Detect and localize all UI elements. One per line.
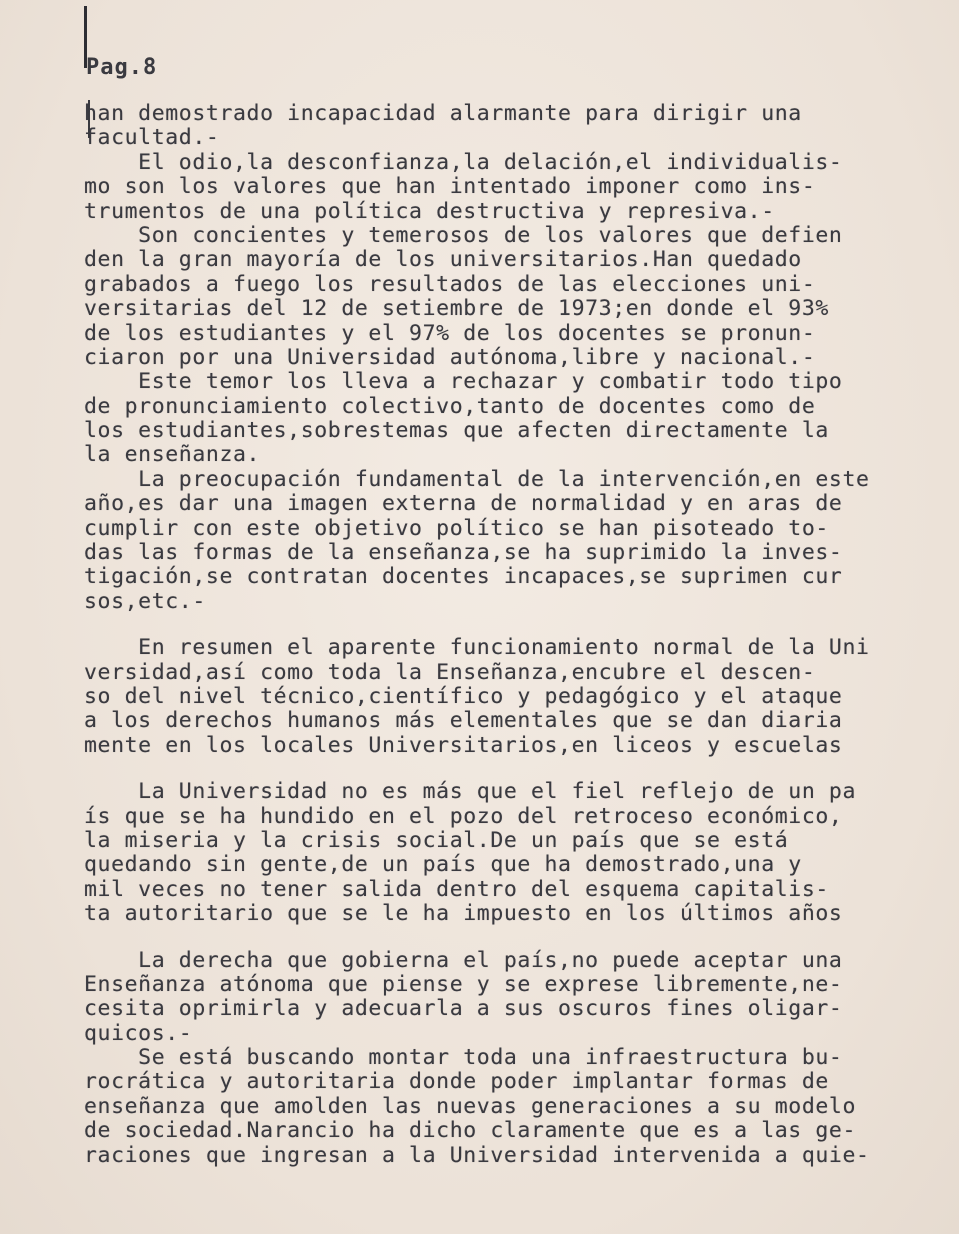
text-line: mo son los valores que han intentado imponer como ins- bbox=[84, 174, 816, 200]
text-line: La preocupación fundamental de la intervención,en este bbox=[84, 466, 870, 492]
paragraph bbox=[84, 151, 904, 224]
text-line: quicos.- bbox=[84, 1020, 193, 1046]
text-line: de pronunciamiento colectivo,tanto de docentes como de bbox=[84, 393, 816, 419]
page-number: Pag.8 bbox=[86, 55, 158, 80]
text-line: sos,etc.- bbox=[84, 588, 206, 614]
text-line: La derecha que gobierna el país,no puede aceptar una bbox=[84, 947, 843, 973]
paragraph bbox=[84, 1046, 904, 1168]
text-line: quedando sin gente,de un país que ha demostrado,una y bbox=[84, 852, 802, 878]
paragraph-gap bbox=[84, 927, 904, 949]
paragraph bbox=[84, 102, 904, 151]
text-line: ciaron por una Universidad autónoma,libre y nacional.- bbox=[84, 344, 816, 370]
text-line: Se está buscando montar toda una infraestructura bu- bbox=[84, 1045, 843, 1071]
paragraph-gap bbox=[84, 614, 904, 636]
text-line: mil veces no tener salida dentro del esquema capitalis- bbox=[84, 876, 829, 902]
text-line: versitarias del 12 de setiembre de 1973;en donde el 93% bbox=[84, 296, 829, 322]
text-line: das las formas de la enseñanza,se ha suprimido la inves- bbox=[84, 540, 843, 566]
text-line: tigación,se contratan docentes incapaces,se suprimen cur bbox=[84, 564, 843, 590]
text-line: mente en los locales Universitarios,en liceos y escuelas bbox=[84, 732, 843, 758]
text-line: raciones que ingresan a la Universidad intervenida a quie- bbox=[84, 1142, 870, 1168]
text-line: trumentos de una política destructiva y represiva.- bbox=[84, 198, 775, 224]
text-line: Son concientes y temerosos de los valores que defien bbox=[84, 222, 843, 248]
text-line: ís que se ha hundido en el pozo del retroceso económico, bbox=[84, 803, 843, 829]
text-line: El odio,la desconfianza,la delación,el individualis- bbox=[84, 149, 843, 175]
text-line: cumplir con este objetivo político se han pisoteado to- bbox=[84, 515, 829, 541]
text-line: los estudiantes,sobrestemas que afecten directamente la bbox=[84, 418, 829, 444]
text-line: facultad.- bbox=[84, 125, 220, 151]
paragraph bbox=[84, 949, 904, 1047]
text-line: han demostrado incapacidad alarmante para dirigir una bbox=[84, 101, 802, 126]
text-line: a los derechos humanos más elementales que se dan diaria bbox=[84, 708, 843, 734]
text-line: Este temor los lleva a rechazar y combatir todo tipo bbox=[84, 369, 843, 395]
text-line: la miseria y la crisis social.De un país que se está bbox=[84, 827, 789, 853]
paragraph-gap bbox=[84, 758, 904, 780]
text-line: versidad,así como toda la Enseñanza,encubre el descen- bbox=[84, 659, 816, 685]
text-line: de los estudiantes y el 97% de los docentes se pronun- bbox=[84, 320, 816, 346]
text-line: ta autoritario que se le ha impuesto en los últimos años bbox=[84, 901, 843, 927]
text-line: so del nivel técnico,científico y pedagógico y el ataque bbox=[84, 683, 843, 709]
text-line: cesita oprimirla y adecuarla a sus oscuros fines oligar- bbox=[84, 996, 843, 1022]
text-line: de sociedad.Narancio ha dicho claramente que es a las ge- bbox=[84, 1118, 857, 1144]
paragraph bbox=[84, 370, 904, 468]
text-line: rocrática y autoritaria donde poder implantar formas de bbox=[84, 1069, 829, 1095]
paragraph bbox=[84, 780, 904, 926]
text-line: la enseñanza. bbox=[84, 442, 261, 468]
text-line: En resumen el aparente funcionamiento normal de la Uni bbox=[84, 635, 870, 661]
document-body bbox=[84, 102, 904, 1168]
paragraph bbox=[84, 468, 904, 614]
text-line: grabados a fuego los resultados de las elecciones uni- bbox=[84, 271, 816, 297]
text-line: año,es dar una imagen externa de normalidad y en aras de bbox=[84, 491, 843, 517]
text-line: enseñanza que amolden las nuevas generaciones a su modelo bbox=[84, 1093, 857, 1119]
paragraph bbox=[84, 636, 904, 758]
paragraph bbox=[84, 224, 904, 370]
text-line: den la gran mayoría de los universitarios.Han quedado bbox=[84, 247, 802, 273]
text-line: Enseñanza atónoma que piense y se exprese libremente,ne- bbox=[84, 971, 843, 997]
text-line: La Universidad no es más que el fiel reflejo de un pa bbox=[84, 779, 857, 805]
